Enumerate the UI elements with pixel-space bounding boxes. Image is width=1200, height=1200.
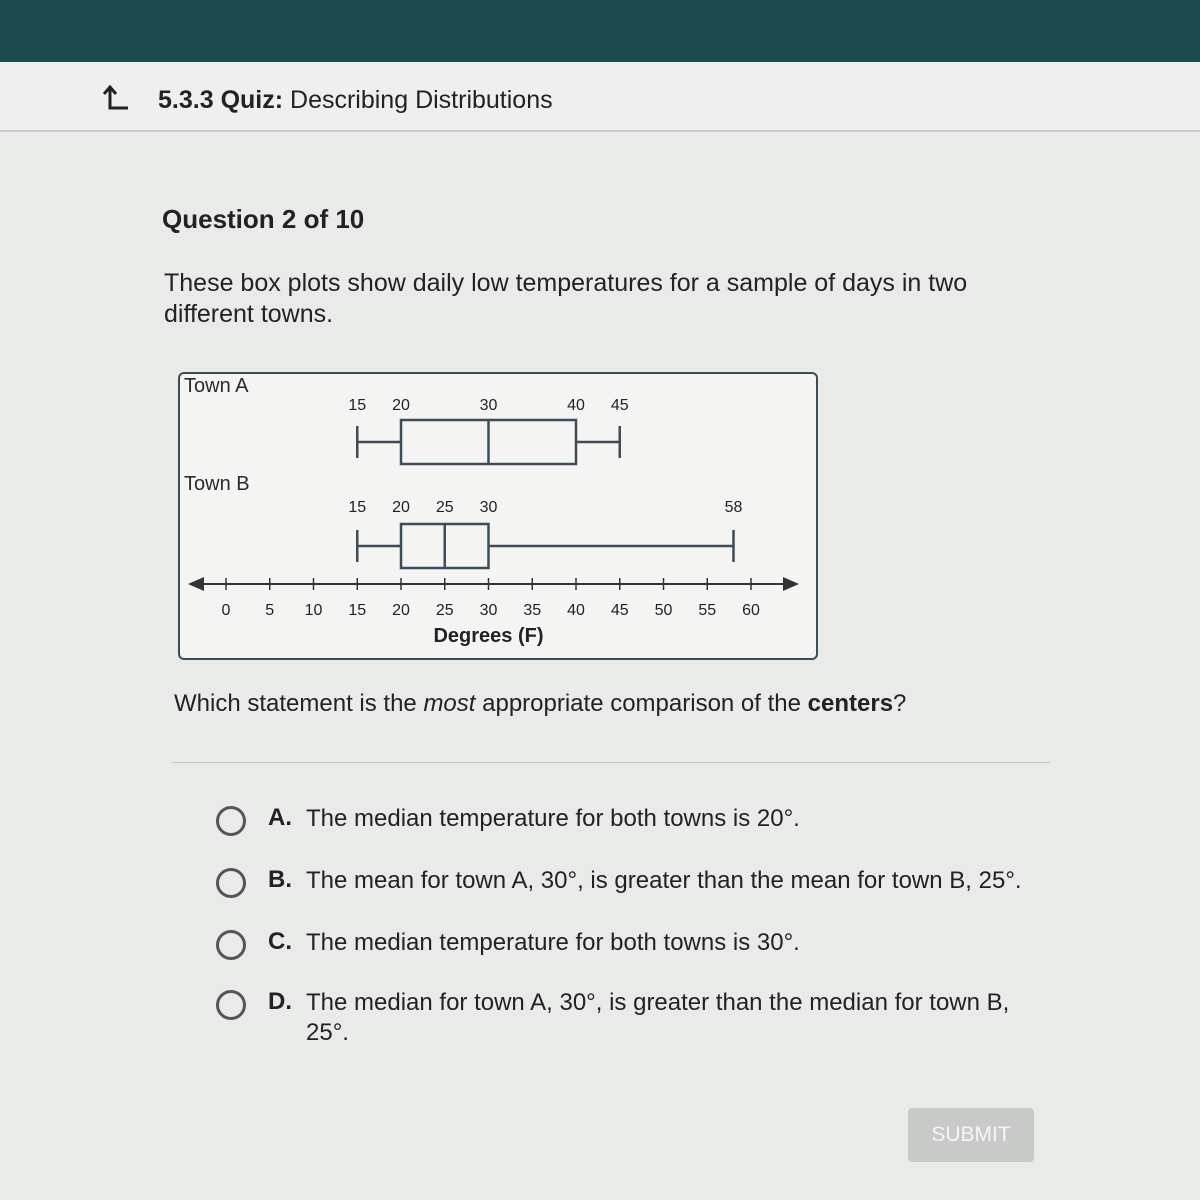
x-tick-label: 25 — [435, 602, 454, 619]
choice-letter: A. — [268, 804, 292, 831]
x-tick-label: 10 — [304, 602, 323, 619]
divider — [172, 762, 1050, 763]
town-b-label: Town B — [184, 473, 250, 495]
choice-text: The median for town A, 30°, is greater than the median for town B, 25°. — [306, 989, 1010, 1046]
question-number: Question 2 of 10 — [162, 204, 365, 234]
x-axis-title: Degrees (F) — [433, 625, 544, 647]
radio-button[interactable] — [216, 806, 246, 836]
choice-letter: B. — [268, 866, 292, 893]
x-tick-label: 30 — [479, 602, 498, 619]
x-axis-left-arrow — [188, 577, 204, 591]
quiz-number: 5.3.3 — [158, 86, 214, 114]
town-b-value-label: 20 — [392, 499, 410, 516]
x-tick-label: 15 — [348, 602, 367, 619]
town-b-value-label: 58 — [724, 499, 743, 516]
choice-b[interactable] — [216, 866, 1076, 898]
x-tick-label: 50 — [654, 602, 673, 619]
box-plot-chart — [178, 372, 818, 660]
choice-text: The median temperature for both towns is 30°. — [306, 929, 800, 956]
town-a-label: Town A — [184, 375, 249, 397]
town-a-value-label: 15 — [348, 397, 367, 414]
radio-button[interactable] — [216, 868, 246, 898]
choice-text: The median temperature for both towns is 20°. — [306, 805, 800, 832]
choice-letter: C. — [268, 928, 292, 955]
x-tick-label: 45 — [610, 602, 629, 619]
town-a-value-label: 30 — [479, 397, 498, 414]
prompt-end: ? — [893, 690, 907, 717]
choice-a[interactable] — [216, 804, 1076, 836]
town-b-value-label: 15 — [348, 499, 367, 516]
x-tick-label: 0 — [221, 602, 231, 619]
x-axis-right-arrow — [783, 577, 799, 591]
choice-c[interactable] — [216, 928, 1076, 960]
prompt-bold: centers — [807, 690, 894, 717]
quiz-name: Describing Distributions — [290, 86, 553, 114]
choice-d[interactable] — [216, 988, 1076, 1048]
question-prompt — [174, 690, 906, 718]
prompt-middle: appropriate comparison of the — [475, 690, 808, 717]
prompt-emphasis: most — [423, 690, 476, 717]
town-b-value-label: 30 — [479, 499, 498, 516]
town-a-value-label: 40 — [567, 397, 585, 414]
x-tick-label: 55 — [698, 602, 717, 619]
town-b-value-label: 25 — [435, 499, 454, 516]
top-bar — [0, 0, 1200, 62]
back-arrow-icon[interactable] — [102, 84, 132, 114]
question-text: These box plots show daily low temperatures for a sample of days in two different towns. — [164, 269, 968, 328]
radio-button[interactable] — [216, 990, 246, 1020]
x-tick-label: 5 — [265, 602, 275, 619]
radio-button[interactable] — [216, 930, 246, 960]
quiz-title — [158, 86, 553, 115]
x-tick-label: 40 — [567, 602, 585, 619]
town-a-value-label: 20 — [392, 397, 410, 414]
town-a-value-label: 45 — [610, 397, 629, 414]
choice-letter: D. — [268, 988, 292, 1015]
x-tick-label: 20 — [392, 602, 410, 619]
x-tick-label: 60 — [742, 602, 760, 619]
submit-button[interactable]: SUBMIT — [908, 1108, 1034, 1162]
quiz-label: Quiz: — [220, 86, 284, 114]
choice-text: The mean for town A, 30°, is greater than the mean for town B, 25°. — [306, 867, 1022, 894]
x-tick-label: 35 — [523, 602, 542, 619]
prompt-start: Which statement is the — [174, 690, 424, 717]
